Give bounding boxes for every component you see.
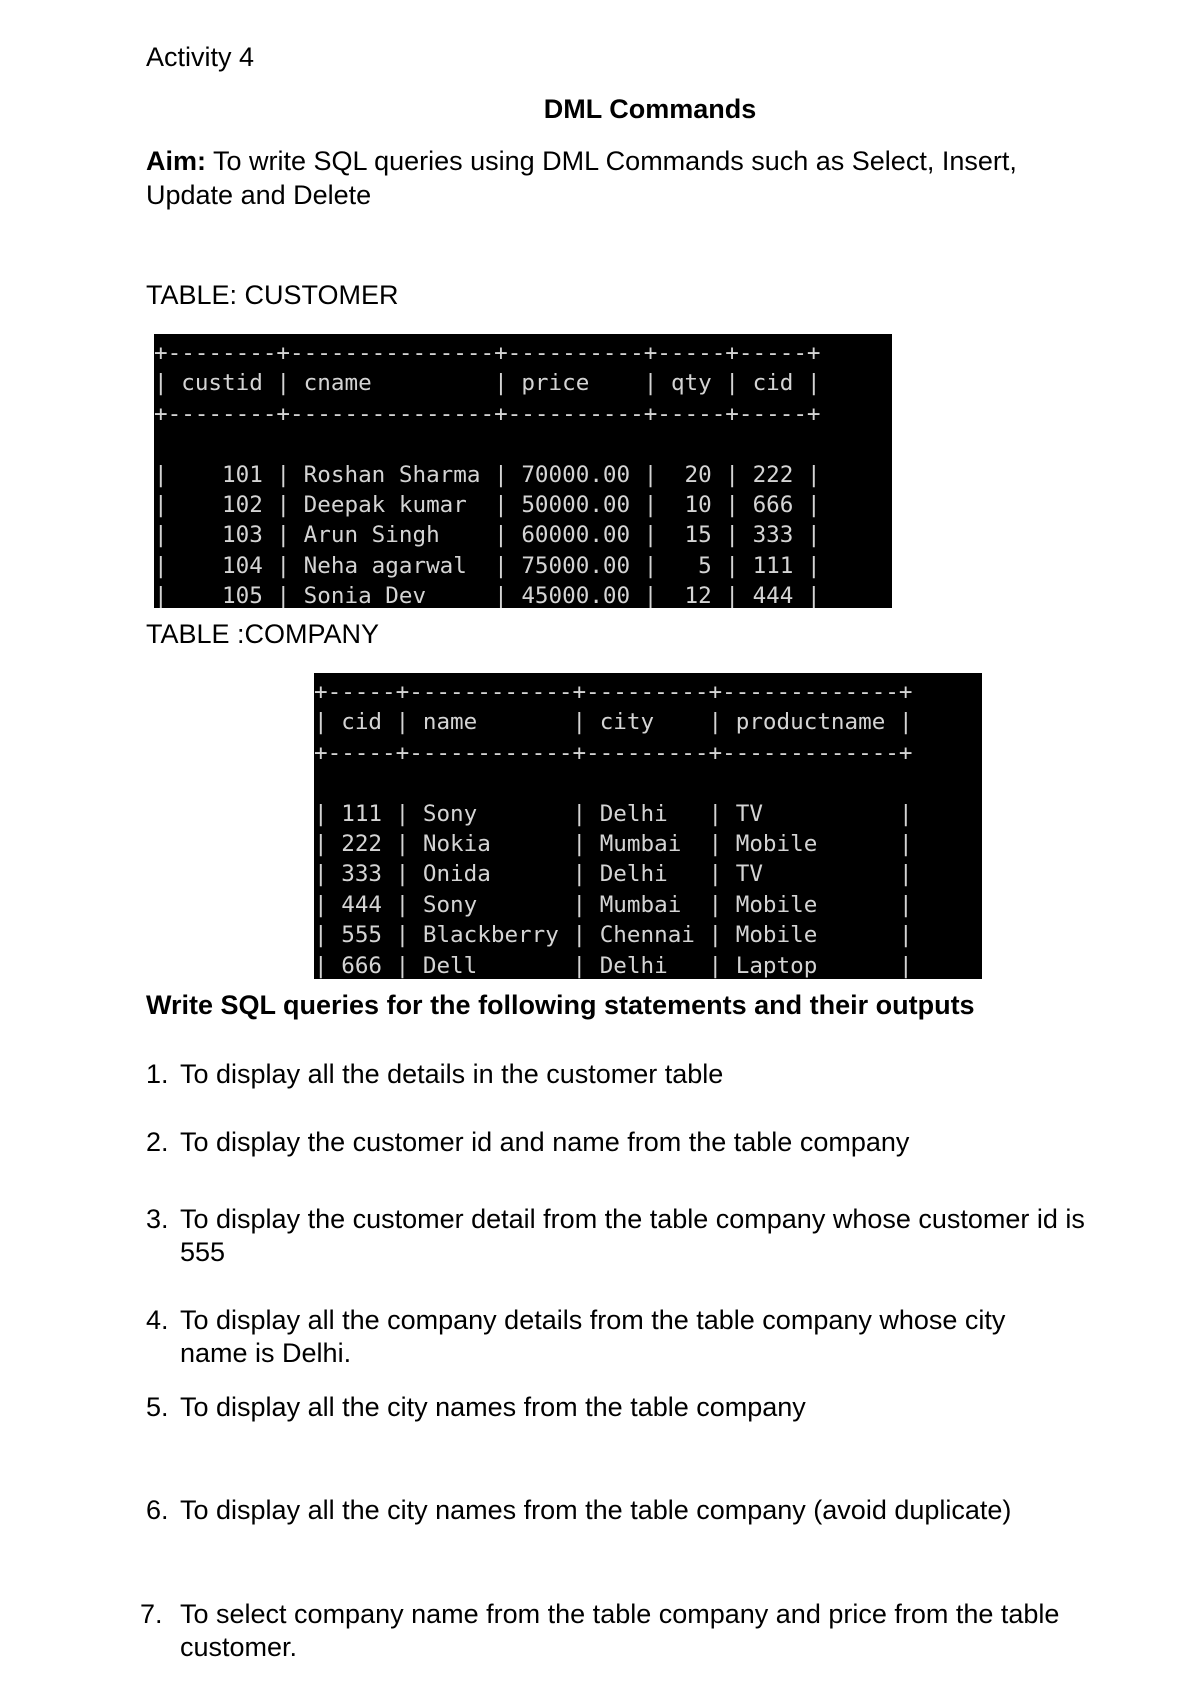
- table-cell: 60000.00: [521, 522, 631, 549]
- table-cell: 75000.00: [521, 552, 631, 579]
- column-header: productname: [735, 709, 886, 736]
- table-cell: Mobile: [735, 830, 886, 857]
- column-header: price: [521, 370, 631, 397]
- table-cell: Roshan Sharma: [303, 461, 481, 488]
- table-cell: Mobile: [735, 891, 886, 918]
- table-cell: Onida: [422, 861, 559, 888]
- table-cell: Dell: [422, 952, 559, 979]
- table-cell: Deepak kumar: [303, 491, 481, 518]
- table-row: | 103 | Arun Singh | 60000.00 | 15 | 333 |: [154, 522, 821, 549]
- table-cell: Sony: [422, 800, 559, 827]
- spacer-row: [154, 429, 892, 459]
- company-table-console: [314, 673, 982, 979]
- aim-label: Aim:: [146, 146, 206, 176]
- question-number: 7.: [140, 1599, 163, 1629]
- table-cell: Arun Singh: [303, 522, 481, 549]
- column-header: city: [599, 709, 695, 736]
- table-row: | 105 | Sonia Dev | 45000.00 | 12 | 444 |: [154, 583, 821, 608]
- table-cell: 103: [181, 522, 263, 549]
- table-cell: Mumbai: [599, 830, 695, 857]
- table-cell: 444: [341, 891, 383, 918]
- table-cell: 101: [181, 461, 263, 488]
- table-row: | 222 | Nokia | Mumbai | Mobile |: [314, 830, 913, 857]
- question-number: 6.: [146, 1495, 169, 1525]
- question-1: [146, 1058, 1066, 1091]
- table-cell: Delhi: [599, 800, 695, 827]
- question-2: [146, 1126, 1066, 1159]
- column-header: qty: [670, 370, 712, 397]
- table-row: | 102 | Deepak kumar | 50000.00 | 10 | 666 |: [154, 491, 821, 518]
- table-cell: 222: [341, 830, 383, 857]
- table-cell: Neha agarwal: [303, 552, 481, 579]
- table-border: +-----+------------+---------+-------------+: [314, 679, 913, 705]
- column-header: cname: [303, 370, 481, 397]
- column-header: custid: [181, 370, 263, 397]
- table-cell: 5: [670, 552, 712, 579]
- table-cell: Sony: [422, 891, 559, 918]
- table-cell: 50000.00: [521, 491, 631, 518]
- table-cell: 70000.00: [521, 461, 631, 488]
- column-header: cid: [341, 709, 383, 736]
- question-text: To display all the company details from the table company whose city name is Delhi.: [180, 1305, 1006, 1368]
- spacer-row: [314, 768, 982, 798]
- question-text: To display the customer id and name from the table company: [180, 1127, 910, 1157]
- table-row: | 104 | Neha agarwal | 75000.00 | 5 | 111 |: [154, 552, 821, 579]
- header-row: | cid | name | city | productname |: [314, 709, 913, 736]
- table-cell: Blackberry: [422, 922, 559, 949]
- table-row: | 101 | Roshan Sharma | 70000.00 | 20 | 222 |: [154, 461, 821, 488]
- activity-label: Activity 4: [146, 42, 255, 72]
- question-3: [146, 1203, 1086, 1269]
- table-cell: 104: [181, 552, 263, 579]
- question-5: [146, 1391, 1066, 1424]
- table-row: | 666 | Dell | Delhi | Laptop |: [314, 952, 913, 979]
- question-number: 4.: [146, 1305, 169, 1335]
- table-cell: Nokia: [422, 830, 559, 857]
- question-number: 5.: [146, 1392, 169, 1422]
- table-cell: 333: [341, 861, 383, 888]
- table-cell: 222: [752, 461, 794, 488]
- column-header: name: [422, 709, 559, 736]
- question-text: To display the customer detail from the table company whose customer id is 555: [180, 1204, 1085, 1267]
- aim-text: To write SQL queries using DML Commands such as Select, Insert, Update and Delete: [146, 146, 1017, 210]
- table-cell: 666: [752, 491, 794, 518]
- table-border: +--------+---------------+----------+-----+-----+: [154, 340, 821, 366]
- table-row: | 444 | Sony | Mumbai | Mobile |: [314, 891, 913, 918]
- question-number: 1.: [146, 1059, 169, 1089]
- table-row: | 333 | Onida | Delhi | TV |: [314, 861, 913, 888]
- table-cell: TV: [735, 861, 886, 888]
- table-cell: 102: [181, 491, 263, 518]
- customer-table-label: TABLE: CUSTOMER: [146, 280, 399, 310]
- table-border: +--------+---------------+----------+-----+-----+: [154, 400, 821, 427]
- table-cell: Sonia Dev: [303, 583, 481, 608]
- page-title: DML Commands: [543, 94, 757, 124]
- table-cell: 333: [752, 522, 794, 549]
- question-number: 3.: [146, 1204, 169, 1234]
- header-row: | custid | cname | price | qty | cid |: [154, 370, 821, 397]
- question-4: [146, 1304, 1066, 1370]
- question-text: To display all the city names from the table company: [180, 1392, 806, 1422]
- table-cell: TV: [735, 800, 886, 827]
- table-cell: 10: [670, 491, 712, 518]
- table-cell: 12: [670, 583, 712, 608]
- table-cell: 444: [752, 583, 794, 608]
- table-border: +-----+------------+---------+-------------+: [314, 739, 913, 766]
- question-7: [140, 1598, 1060, 1664]
- table-cell: Laptop: [735, 952, 886, 979]
- table-cell: 20: [670, 461, 712, 488]
- table-cell: Delhi: [599, 861, 695, 888]
- table-row: | 555 | Blackberry | Chennai | Mobile |: [314, 922, 913, 949]
- question-text: To select company name from the table company and price from the table customer.: [180, 1599, 1060, 1662]
- table-cell: 111: [341, 800, 383, 827]
- table-cell: 111: [752, 552, 794, 579]
- table-cell: Delhi: [599, 952, 695, 979]
- question-text: To display all the details in the customer table: [180, 1059, 724, 1089]
- table-cell: 105: [181, 583, 263, 608]
- customer-table-console: [154, 334, 892, 608]
- table-cell: 15: [670, 522, 712, 549]
- table-row: | 111 | Sony | Delhi | TV |: [314, 800, 913, 827]
- table-cell: 666: [341, 952, 383, 979]
- table-cell: 555: [341, 922, 383, 949]
- column-header: cid: [752, 370, 794, 397]
- table-cell: Mumbai: [599, 891, 695, 918]
- question-number: 2.: [146, 1127, 169, 1157]
- company-table-label: TABLE :COMPANY: [146, 619, 380, 649]
- table-cell: 45000.00: [521, 583, 631, 608]
- table-cell: Mobile: [735, 922, 886, 949]
- aim-paragraph: [146, 144, 1086, 212]
- question-6: [146, 1494, 1106, 1527]
- instructions-heading: Write SQL queries for the following statements and their outputs: [146, 990, 975, 1020]
- question-text: To display all the city names from the table company (avoid duplicate): [180, 1495, 1012, 1525]
- table-cell: Chennai: [599, 922, 695, 949]
